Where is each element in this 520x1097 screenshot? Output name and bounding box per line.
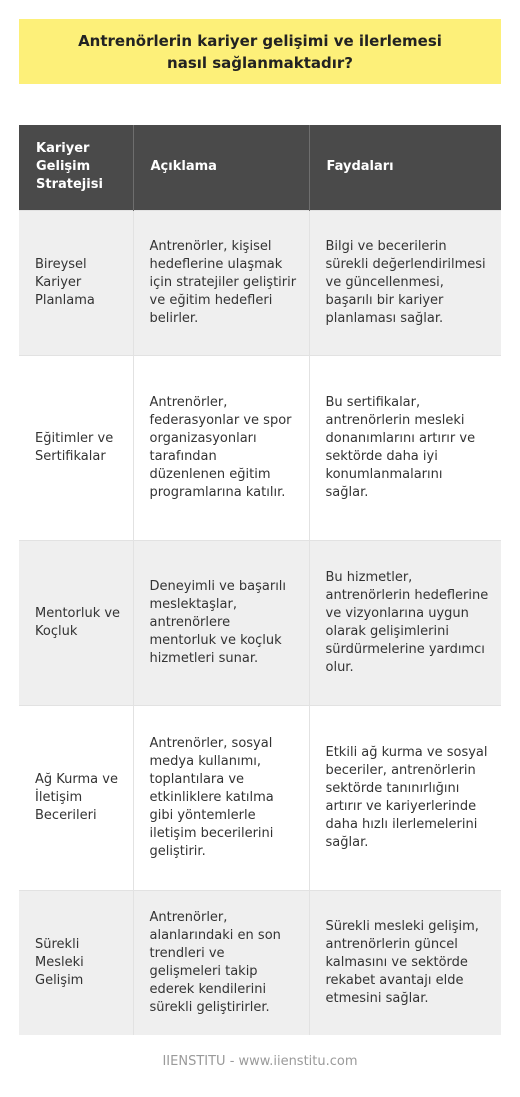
title-banner (19, 19, 501, 84)
column-header-benefits: Faydaları (309, 125, 501, 210)
footer-credit: IIENSTITU - www.iienstitu.com (162, 1054, 358, 1069)
cell-description: Antrenörler, kişisel hedeflerine ulaşmak için stratejiler geliştirir ve eğitim hedefleri belirler. (133, 210, 309, 355)
table-row (19, 890, 501, 1035)
table-row (19, 355, 501, 540)
cell-strategy: Mentorluk ve Koçluk (19, 540, 133, 705)
cell-strategy: Ağ Kurma ve İletişim Becerileri (19, 705, 133, 890)
cell-strategy: Bireysel Kariyer Planlama (19, 210, 133, 355)
cell-benefit: Etkili ağ kurma ve sosyal beceriler, antrenörlerin sektörde tanınırlığını artırır ve kariyerlerinde daha hızlı ilerlemelerini sağlar. (309, 705, 501, 890)
cell-benefit: Bu sertifikalar, antrenörlerin mesleki donanımlarını artırır ve sektörde daha iyi konumlanmalarını sağlar. (309, 355, 501, 540)
cell-description: Antrenörler, sosyal medya kullanımı, toplantılara ve etkinliklere katılma gibi yöntemlerle iletişim becerilerini geliştirir. (133, 705, 309, 890)
cell-description: Deneyimli ve başarılı meslektaşlar, antrenörlere mentorluk ve koçluk hizmetleri sunar. (133, 540, 309, 705)
cell-benefit: Sürekli mesleki gelişim, antrenörlerin güncel kalmasını ve sektörde rekabet avantajı elde etmesini sağlar. (309, 890, 501, 1035)
table-row (19, 210, 501, 355)
cell-benefit: Bu hizmetler, antrenörlerin hedeflerine ve vizyonlarına uygun olarak gelişimlerini sürdürmelerine yardımcı olur. (309, 540, 501, 705)
cell-description: Antrenörler, federasyonlar ve spor organizasyonları tarafından düzenlenen eğitim programlarına katılır. (133, 355, 309, 540)
career-strategies-table (19, 125, 501, 1035)
table-row (19, 705, 501, 890)
cell-strategy: Eğitimler ve Sertifikalar (19, 355, 133, 540)
column-header-description: Açıklama (133, 125, 309, 210)
page-title: Antrenörlerin kariyer gelişimi ve ilerlemesi nasıl sağlanmaktadır? (78, 31, 442, 72)
cell-strategy: Sürekli Mesleki Gelişim (19, 890, 133, 1035)
table-row (19, 540, 501, 705)
column-header-strategy: Kariyer Gelişim Stratejisi (19, 125, 133, 210)
cell-description: Antrenörler, alanlarındaki en son trendleri ve gelişmeleri takip ederek kendilerini sürekli geliştirirler. (133, 890, 309, 1035)
cell-benefit: Bilgi ve becerilerin sürekli değerlendirilmesi ve güncellenmesi, başarılı bir kariyer planlaması sağlar. (309, 210, 501, 355)
table-header-row (19, 125, 501, 210)
